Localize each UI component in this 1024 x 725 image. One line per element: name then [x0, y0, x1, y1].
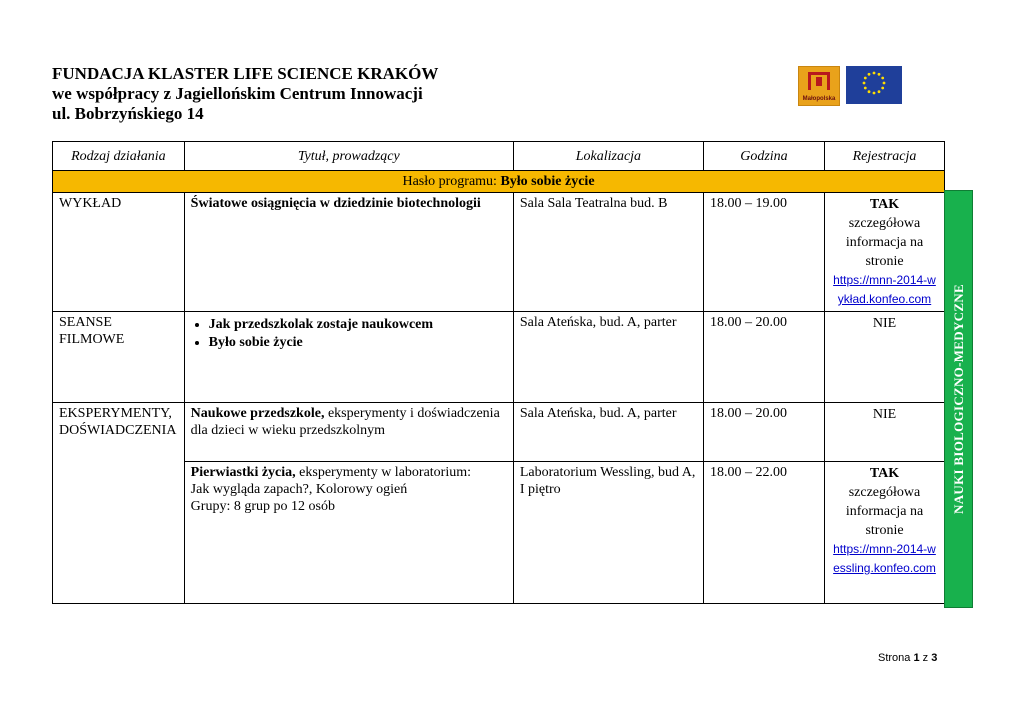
footer-total-pages: 3 [931, 652, 938, 664]
table-row [53, 312, 945, 403]
row-time: 18.00 – 19.00 [703, 193, 824, 312]
table-row [53, 462, 945, 604]
eu-flag-logo [846, 66, 902, 104]
row-time: 18.00 – 22.00 [703, 462, 824, 604]
header-time: Godzina [703, 142, 824, 171]
row-registration [824, 462, 944, 604]
list-item: • Jak przedszkolak zostaje naukowcem [209, 316, 507, 334]
row-title-line3: Grupy: 8 grup po 12 osób [190, 499, 335, 514]
page-footer [878, 652, 937, 664]
registration-status: NIE [872, 316, 897, 331]
row-location: Sala Ateńska, bud. A, parter [513, 403, 703, 462]
registration-status: NIE [872, 407, 897, 422]
row-title-line2: Jak wygląda zapach?, Kolorowy ogień [190, 482, 408, 497]
row-title-rest: eksperymenty w laboratorium: [295, 465, 471, 480]
row-title [184, 312, 513, 403]
motto-cell [53, 171, 945, 193]
list-item: • Było sobie życie [209, 334, 507, 352]
header-partner: we współpracy z Jagiellońskim Centrum Innowacji [52, 84, 423, 103]
footer-prefix: Strona [878, 652, 914, 664]
table-row [53, 193, 945, 312]
row-registration [824, 312, 944, 403]
malopolska-logo-text: Małopolska [802, 96, 836, 102]
row-title-bold: Pierwiastki życia, [190, 465, 296, 480]
row-title-bold: Światowe osiągnięcia w dziedzinie biotechnologii [190, 196, 481, 211]
category-label: NAUKI BIOLOGICZNO-MEDYCZNE [950, 284, 966, 514]
registration-status: TAK [869, 466, 900, 481]
registration-link[interactable]: https://mnn-2014-wykład.konfeo.com [833, 273, 936, 306]
table-header-row [53, 142, 945, 171]
header-registration: Rejestracja [824, 142, 944, 171]
row-registration [824, 193, 944, 312]
eu-stars-icon [846, 66, 902, 104]
header-organization: FUNDACJA KLASTER LIFE SCIENCE KRAKÓW [52, 64, 439, 83]
table-row [53, 403, 945, 462]
header-location: Lokalizacja [513, 142, 703, 171]
malopolska-logo [798, 66, 840, 106]
category-sidebar [944, 190, 973, 608]
row-title [184, 193, 513, 312]
footer-current-page: 1 [913, 652, 920, 664]
registration-info: szczegółowa informacja na stronie [845, 485, 924, 538]
row-title [184, 403, 513, 462]
row-title [184, 462, 513, 604]
motto-value: Było sobie życie [500, 174, 595, 189]
document-header [52, 64, 438, 124]
footer-separator: z [919, 652, 932, 664]
row-location: Laboratorium Wessling, bud A, I piętro [513, 462, 703, 604]
registration-status: TAK [869, 197, 900, 212]
row-location: Sala Sala Teatralna bud. B [513, 193, 703, 312]
program-table [52, 141, 945, 604]
header-type: Rodzaj działania [53, 142, 185, 171]
row-location: Sala Ateńska, bud. A, parter [513, 312, 703, 403]
film-list [191, 316, 507, 352]
row-title-rest: eksperymenty i doświadczenia dla dzieci w wieku przedszkolnym [190, 406, 500, 438]
logos [798, 66, 902, 106]
motto-row [53, 171, 945, 193]
registration-info: szczegółowa informacja na stronie [845, 216, 924, 269]
row-type: EKSPERYMENTY, DOŚWIADCZENIA [53, 403, 185, 604]
malopolska-mark-icon [808, 72, 830, 90]
header-address: ul. Bobrzyńskiego 14 [52, 104, 204, 123]
row-title-bold: Naukowe przedszkole, [190, 406, 325, 421]
row-registration [824, 403, 944, 462]
row-time: 18.00 – 20.00 [703, 312, 824, 403]
motto-label: Hasło programu: [402, 174, 501, 189]
registration-link[interactable]: https://mnn-2014-wessling.konfeo.com [833, 542, 936, 575]
header-title: Tytuł, prowadzący [184, 142, 513, 171]
row-type: SEANSE FILMOWE [53, 312, 185, 403]
row-type: WYKŁAD [53, 193, 185, 312]
row-time: 18.00 – 20.00 [703, 403, 824, 462]
